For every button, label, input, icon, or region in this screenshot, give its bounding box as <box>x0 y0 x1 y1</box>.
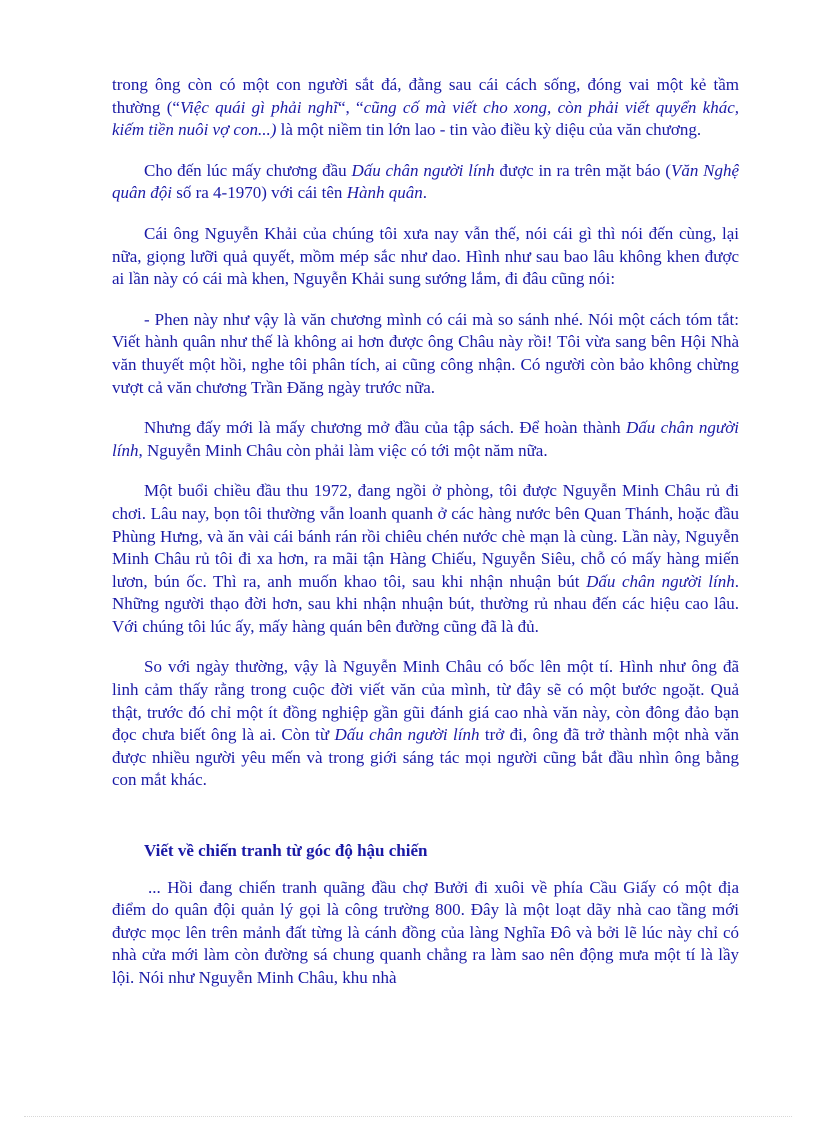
text-run: Nhưng đấy mới là mấy chương mở đầu của tập sách. Để hoàn thành <box>144 418 626 438</box>
italic-text-run: Dấu chân người lính <box>351 160 495 180</box>
text-run: - Phen này như vậy là văn chương mình có cái mà so sánh nhé. Nói một cách tóm tắt: Viết hành quân như thế là không ai hơn được ông Châu này rồi! Tôi vừa sang bên Hội Nhà văn thuyết một hồi, nghe tôi phân tích, ai cũng công nhận. Có người còn bảo không chừng vượt cả văn chương Trần Đăng ngày trước nữa. <box>112 309 739 397</box>
paragraph-8: ... Hồi đang chiến tranh quãng đầu chợ Bưởi đi xuôi về phía Cầu Giấy có một địa điểm do quân đội quản lý gọi là công trường 800. Đây là một loạt dãy nhà cao tầng mới được mọc lên trên mảnh đất từng là cánh đồng của làng Nghĩa Đô và bởi lẽ lúc này chỉ có nhà cửa mới làm còn đường sá chung quanh chẳng ra làm sao nên động mưa một tí là lầy lội. Nói như Nguyễn Minh Châu, khu nhà <box>112 877 739 987</box>
paragraph-5 <box>112 417 739 462</box>
italic-text-run: Dấu chân người lính <box>112 418 740 460</box>
paragraph-2 <box>112 160 739 205</box>
italic-text-run: Văn Nghệ quân đội <box>112 160 740 203</box>
paragraph-6 <box>112 480 739 638</box>
italic-text-run: Dấu chân người lính <box>586 571 735 591</box>
text-run: . <box>422 183 427 203</box>
paragraph-3 <box>112 223 739 291</box>
text-run: được in ra trên mặt báo ( <box>494 160 671 180</box>
text-run: là một niềm tin lớn lao - tin vào điều kỳ diệu của văn chương. <box>276 120 702 140</box>
document-page <box>112 74 739 1008</box>
text-run: trong ông còn có một con người sắt đá, đằng sau cái cách sống, đóng vai một kẻ tầm thường (“ <box>112 75 739 117</box>
text-run: trở đi, ông đã trở thành một nhà văn được nhiều người yêu mến và trong giới sáng tác mọi người cũng bắt đầu nhìn ông bằng con mắt khác. <box>112 725 740 790</box>
italic-text-run: cũng cố mà viết cho xong, còn phải viết quyển khác, kiếm tiền nuôi vợ con...) <box>112 97 740 140</box>
section-heading: Viết về chiến tranh từ góc độ hậu chiến <box>144 841 428 861</box>
text-run: So với ngày thường, vậy là Nguyễn Minh Châu có bốc lên một tí. Hình như ông đã linh cảm thấy rằng trong cuộc đời viết văn của mình, từ đây sẽ có một bước ngoặt. Quả thật, trước đó chỉ một ít đồng nghiệp gần gũi đánh giá cao nhà văn này, còn đông đảo bạn đọc chưa biết ông là ai. Còn từ <box>112 657 739 745</box>
text-run: Một buổi chiều đầu thu 1972, đang ngồi ở phòng, tôi được Nguyễn Minh Châu rủ đi chơi. Lâu nay, bọn tôi thường vẫn loanh quanh ở các hàng nước bên Quan Thánh, hoặc đầu Phùng Hưng, và ăn vài cái bánh rán rồi chiêu chén nước chè mạn là cùng. Lần này, Nguyễn Minh Châu rủ tôi đi xa hơn, ra mãi tận Hàng Chiếu, Nguyễn Siêu, chỗ có mấy hàng miến lươn, bún ốc. Thì ra, anh muốn khao tôi, sau khi nhận nhuận bút <box>112 481 739 591</box>
text-run: , Nguyễn Minh Châu còn phải làm việc có tới một năm nữa. <box>138 440 548 460</box>
text-run: Cái ông Nguyễn Khải của chúng tôi xưa nay vẫn thế, nói cái gì thì nói đến cùng, lại nữa, giọng lưỡi quả quyết, mồm mép sắc như dao. Hình như sau bao lâu không khen được ai lần này có cái mà khen, Nguyễn Khải sung sướng lắm, đi đâu cũng nói: <box>112 223 739 289</box>
italic-text-run: Hành quân <box>346 183 423 203</box>
paragraph-7 <box>112 656 739 792</box>
paragraph-1 <box>112 74 739 142</box>
page-bottom-divider <box>24 1116 792 1117</box>
text-run: . Những người thạo đời hơn, sau khi nhận nhuận bút, thường rủ nhau đến các hiệu cao lâu. Với chúng tôi lúc ấy, mấy hàng quán bên đường cũng đã là đủ. <box>112 571 739 636</box>
text-run: Cho đến lúc mấy chương đầu <box>144 160 352 180</box>
italic-text-run: Việc quái gì phải nghĩ <box>179 97 338 117</box>
paragraph-4 <box>112 309 739 399</box>
text-run: “, “ <box>337 97 364 117</box>
text-run: số ra 4-1970) với cái tên <box>171 183 347 203</box>
italic-text-run: Dấu chân người lính <box>334 725 480 745</box>
